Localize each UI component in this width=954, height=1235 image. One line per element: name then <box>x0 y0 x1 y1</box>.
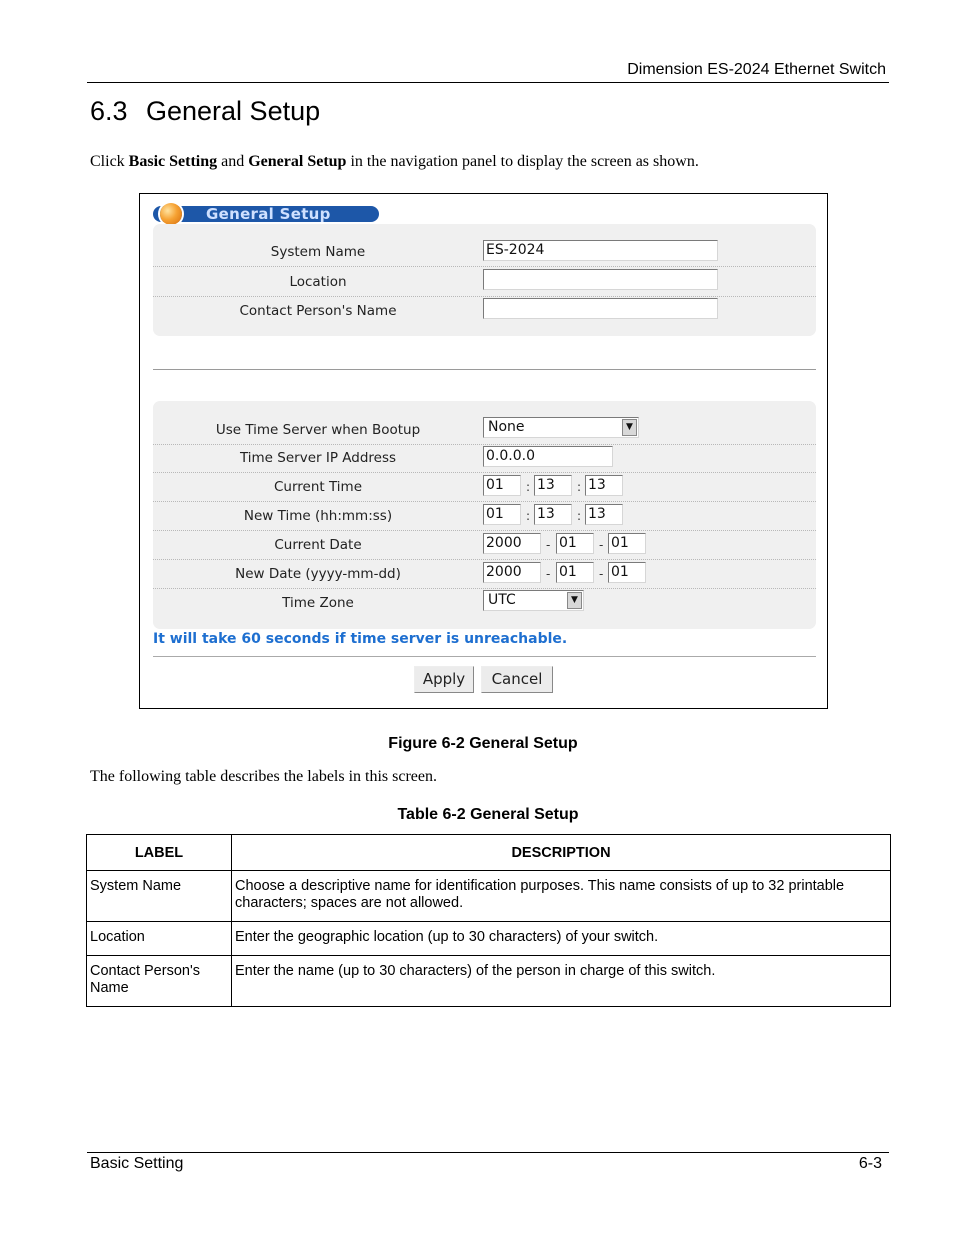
intro-bold-basic-setting: Basic Setting <box>128 153 218 170</box>
apply-button[interactable]: Apply <box>414 666 474 693</box>
new-time-row <box>153 501 816 531</box>
time-server-value: None <box>488 419 525 435</box>
new-hour-input[interactable]: 01 <box>483 504 521 525</box>
table-row <box>87 871 891 922</box>
chevron-down-icon[interactable]: ▼ <box>567 592 582 609</box>
time-separator: : <box>526 480 531 494</box>
general-setup-screenshot <box>139 193 828 709</box>
contact-label: Contact Person's Name <box>239 303 397 319</box>
table-caption: Table 6-2 General Setup <box>397 806 579 823</box>
new-minute-input[interactable]: 13 <box>534 504 572 525</box>
system-name-row <box>153 237 816 267</box>
section-title-text: General Setup <box>146 96 321 126</box>
time-server-row <box>153 415 816 445</box>
table-intro: The following table describes the labels in this screen. <box>90 768 438 785</box>
row-description: Enter the geographic location (up to 30 characters) of your switch. <box>232 922 891 956</box>
ip-label: Time Server IP Address <box>239 450 397 466</box>
row-label: Contact Person's Name <box>87 956 232 1007</box>
time-zone-select[interactable] <box>483 590 584 611</box>
new-year-input[interactable]: 2000 <box>483 562 541 583</box>
table-header-row <box>87 835 891 871</box>
time-server-select[interactable] <box>483 417 639 438</box>
system-name-input[interactable]: ES-2024 <box>483 240 718 261</box>
contact-row <box>153 296 816 325</box>
section-divider <box>153 369 816 370</box>
panel-title: General Setup <box>206 205 331 223</box>
intro-bold-general-setup: General Setup <box>248 153 347 170</box>
bottom-divider <box>153 656 816 657</box>
ip-row <box>153 443 816 473</box>
row-description: Enter the name (up to 30 characters) of the person in charge of this switch. <box>232 956 891 1007</box>
current-date-row <box>153 530 816 560</box>
new-date-row <box>153 559 816 589</box>
current-minute-input[interactable]: 13 <box>534 475 572 496</box>
row-description: Choose a descriptive name for identification purposes. This name consists of up to 32 printable characters; spaces are not allowed. <box>232 871 891 922</box>
new-month-input[interactable]: 01 <box>556 562 594 583</box>
intro-suffix: in the navigation panel to display the screen as shown. <box>346 153 699 170</box>
system-name-label: System Name <box>270 244 366 260</box>
cancel-button[interactable]: Cancel <box>481 666 553 693</box>
ip-input[interactable]: 0.0.0.0 <box>483 446 613 467</box>
timeout-note: It will take 60 seconds if time server is unreachable. <box>153 631 568 647</box>
description-table <box>86 834 891 1007</box>
header-description: DESCRIPTION <box>232 835 891 871</box>
intro-mid: and <box>217 153 249 170</box>
orb-icon <box>160 203 182 225</box>
header-rule <box>87 82 889 83</box>
running-header: Dimension ES-2024 Ethernet Switch <box>627 61 886 78</box>
location-input[interactable] <box>483 269 718 290</box>
time-separator: : <box>577 480 582 494</box>
new-day-input[interactable]: 01 <box>608 562 646 583</box>
current-time-label: Current Time <box>273 479 363 495</box>
intro-paragraph <box>90 153 699 171</box>
page-number: 6-3 <box>858 1155 882 1172</box>
current-time-row <box>153 472 816 502</box>
figure-caption: Figure 6-2 General Setup <box>388 735 578 752</box>
location-label: Location <box>289 274 347 290</box>
time-separator: : <box>577 509 582 523</box>
current-second-input[interactable]: 13 <box>585 475 623 496</box>
time-separator: : <box>526 509 531 523</box>
header-label: LABEL <box>87 835 232 871</box>
table-row <box>87 956 891 1007</box>
date-separator: - <box>546 567 551 581</box>
new-date-label: New Date (yyyy-mm-dd) <box>235 566 401 582</box>
contact-input[interactable] <box>483 298 718 319</box>
current-year-input[interactable]: 2000 <box>483 533 541 554</box>
footer-rule <box>87 1152 889 1153</box>
footer-chapter: Basic Setting <box>90 1155 184 1172</box>
chevron-down-icon[interactable]: ▼ <box>622 419 637 436</box>
time-zone-value: UTC <box>488 592 516 608</box>
time-zone-label: Time Zone <box>282 595 354 611</box>
location-row <box>153 267 816 297</box>
new-second-input[interactable]: 13 <box>585 504 623 525</box>
table-row <box>87 922 891 956</box>
date-separator: - <box>546 538 551 552</box>
time-server-label: Use Time Server when Bootup <box>215 422 421 438</box>
current-date-label: Current Date <box>274 537 362 553</box>
current-day-input[interactable]: 01 <box>608 533 646 554</box>
row-label: Location <box>87 922 232 956</box>
section-number: 6.3 <box>90 96 128 126</box>
new-time-label: New Time (hh:mm:ss) <box>243 508 393 524</box>
date-separator: - <box>599 538 604 552</box>
time-zone-row <box>153 588 816 617</box>
current-month-input[interactable]: 01 <box>556 533 594 554</box>
intro-prefix: Click <box>90 153 129 170</box>
row-label: System Name <box>87 871 232 922</box>
date-separator: - <box>599 567 604 581</box>
current-hour-input[interactable]: 01 <box>483 475 521 496</box>
section-title <box>90 96 320 127</box>
